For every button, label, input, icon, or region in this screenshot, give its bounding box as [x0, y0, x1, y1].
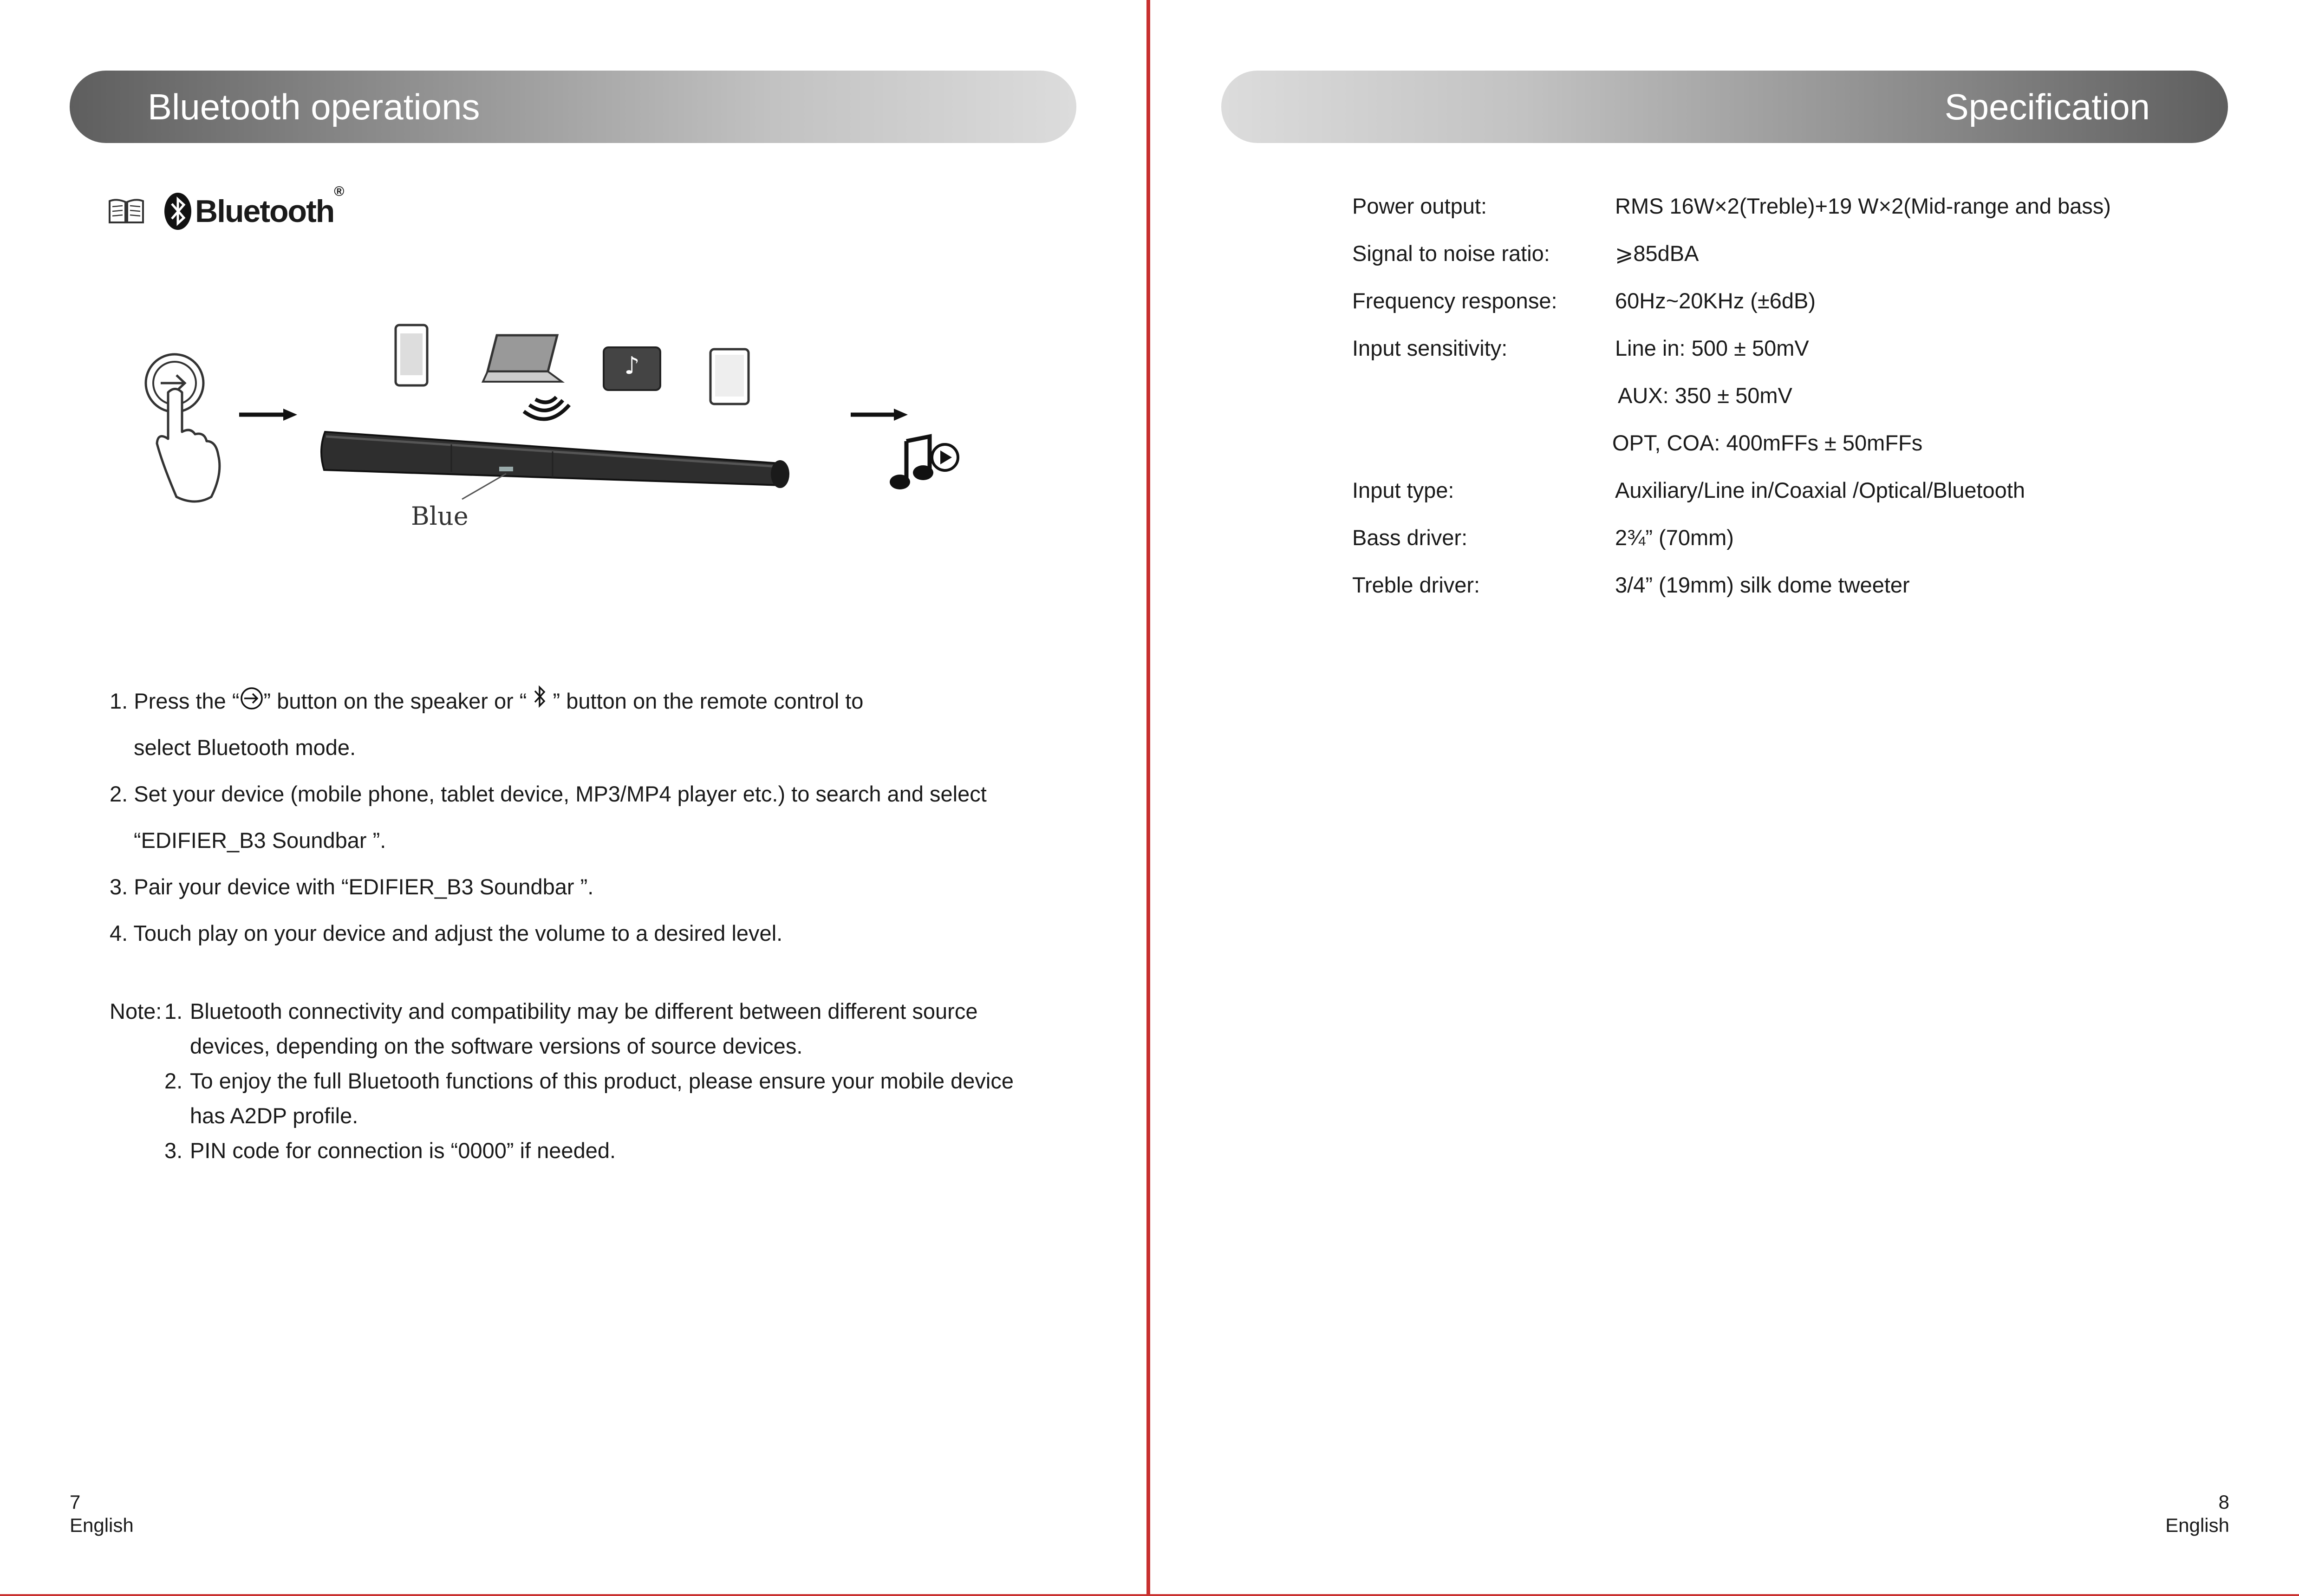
section-title: Specification: [1944, 86, 2150, 127]
page-divider: [1146, 0, 1150, 1596]
step-3: 3. Pair your device with “EDIFIER_B3 Soundbar ”.: [110, 874, 594, 899]
note-item-2: 2. To enjoy the full Bluetooth functions of this product, please ensure your mobile device has A2DP profile.: [164, 1068, 1014, 1128]
arrow-right-icon: [239, 409, 297, 421]
laptop-icon: [483, 335, 562, 382]
soundbar-illustration: [321, 432, 789, 488]
bluetooth-rune-icon: [533, 684, 547, 710]
step-4: 4. Touch play on your device and adjust the volume to a desired level.: [110, 921, 783, 945]
bluetooth-pairing-illustration: [130, 302, 994, 562]
page-footer-right: [2165, 1491, 2229, 1537]
wireless-waves-icon: [524, 397, 569, 419]
bottom-rule: [0, 1594, 2299, 1596]
note-block: [110, 994, 1108, 1168]
page-number: 7: [70, 1491, 81, 1513]
music-note-play-icon: [890, 436, 958, 489]
section-header-bluetooth-operations: [70, 71, 1076, 143]
section-header-specification: [1221, 71, 2228, 143]
arrow-right-icon: [851, 409, 908, 421]
input-source-icon: [240, 686, 264, 710]
mp3-player-icon: [604, 347, 660, 390]
bluetooth-rune-icon: [163, 192, 192, 231]
note-item-3: 3. PIN code for connection is “0000” if needed.: [164, 1138, 616, 1163]
step-2: 2. Set your device (mobile phone, tablet device, MP3/MP4 player etc.) to search and select “EDIFIER_B3 Soundbar ”.: [110, 782, 987, 853]
figure-label-blue: Blue: [411, 502, 469, 531]
page-language: English: [70, 1514, 134, 1536]
page-footer-left: [70, 1491, 134, 1537]
bluetooth-logo-row: [108, 186, 343, 237]
phone-icon: [396, 325, 427, 385]
left-page: [0, 0, 1146, 1596]
section-title: Bluetooth operations: [148, 86, 480, 127]
hand-press-icon: [146, 354, 220, 502]
page-language: English: [2165, 1514, 2229, 1536]
note-label: Note:: [110, 999, 162, 1023]
tablet-icon: [710, 349, 749, 404]
note-item-1: Note: 1. Bluetooth connectivity and compatibility may be different between different source devices, depending on the software versions of source devices.: [110, 994, 1108, 1063]
svg-text:♪: ♪: [624, 352, 640, 380]
bluetooth-logo-text: Bluetooth®: [195, 184, 344, 229]
book-icon: [108, 197, 145, 225]
step-1: 1. Press the “ ” button on the speaker or “ ” button on the remote control to select Bluetooth mode.: [110, 678, 1085, 771]
instruction-steps: [110, 678, 1085, 957]
page-number: 8: [2218, 1491, 2229, 1513]
right-page: Specification Power output: RMS 16W×2(Treble)+19 W×2(Mid-range and bass) Signal to noise ratio: ⩾85dBA Frequency response: 60Hz~20KHz (±6dB) Input sensitivity: Line in: 500 ± 50mV AUX: 350 ± 50mV OPT, COA: 400mFFs ± 50mFFs Input type: Auxiliary/Line in/Coaxial /Optical/Bluetooth Bass driver: 2¾” (70mm) Treble driver: 3/4” (19mm) silk dome tweeter 8 English: [1152, 0, 2299, 1596]
bluetooth-logo: [163, 184, 344, 231]
